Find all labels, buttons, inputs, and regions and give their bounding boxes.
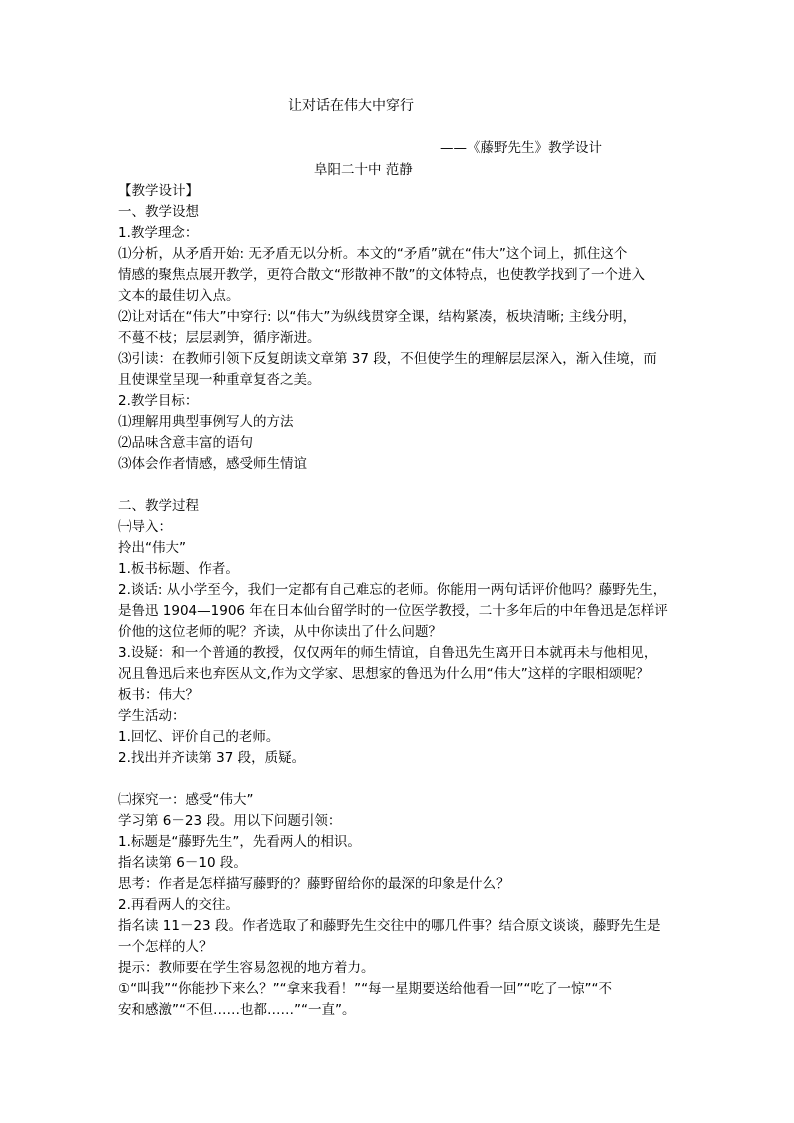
section-heading: 一、教学设想 bbox=[118, 204, 199, 220]
paragraph-line: 学生活动： bbox=[118, 708, 186, 724]
paragraph-line: ①“叫我”“你能抄下来么？”“拿来我看！”“每一星期要送给他看一回”“吃了一惊”“不 bbox=[118, 981, 613, 997]
paragraph-line: 2.谈话: 从小学至今，我们一定都有自己难忘的老师。你能用一两句话评价他吗？藤野先生， bbox=[118, 582, 667, 598]
section-heading: 二、教学过程 bbox=[118, 498, 199, 514]
paragraph-line: 思考：作者是怎样描写藤野的？藤野留给你的最深的印象是什么？ bbox=[118, 876, 510, 892]
paragraph-line: 不蔓不枝；层层剥笋，循序渐进。 bbox=[118, 330, 321, 346]
paragraph-line: 指名读 11－23 段。作者选取了和藤野先生交往中的哪几件事？结合原文谈谈，藤野先生是 bbox=[118, 918, 661, 934]
list-item: 2.找出并齐读第 37 段，质疑。 bbox=[118, 750, 306, 766]
paragraph-line: 1.板书标题、作者。 bbox=[118, 561, 239, 577]
paragraph-line: 3.设疑：和一个普通的教授，仅仅两年的师生情谊，自鲁迅先生离开日本就再未与他相见， bbox=[118, 645, 658, 661]
paragraph-line: 指名读第 6－10 段。 bbox=[118, 855, 247, 871]
paragraph-line: 情感的聚焦点展开教学，更符合散文“形散神不散”的文体特点，也使教学找到了一个进入 bbox=[118, 267, 645, 283]
paragraph-line: 2.再看两人的交往。 bbox=[118, 897, 239, 913]
subsection-heading: ㈡探究一：感受“伟大” bbox=[118, 792, 254, 808]
heading-bracket: 【教学设计】 bbox=[118, 183, 199, 199]
document-title: 让对话在伟大中穿行 bbox=[288, 98, 414, 114]
list-item: 1.回忆、评价自己的老师。 bbox=[118, 729, 280, 745]
paragraph-line: 拎出“伟大” bbox=[118, 540, 186, 556]
paragraph-line: 是鲁迅 1904—1906 年在日本仙台留学时的一位医学教授，二十多年后的中年鲁迅是怎样评 bbox=[118, 603, 668, 619]
paragraph-line: 1.标题是“藤野先生”，先看两人的相识。 bbox=[118, 834, 361, 850]
list-item: ⑶体会作者情感，感受师生情谊 bbox=[118, 456, 307, 472]
paragraph-line: 安和感激”“不但……也都……”“一直”。 bbox=[118, 1002, 356, 1018]
paragraph-line: 学习第 6－23 段。用以下问题引领： bbox=[118, 813, 342, 829]
paragraph-line: 且使课堂呈现一种重章复沓之美。 bbox=[118, 372, 321, 388]
list-item: ⑴理解用典型事例写人的方法 bbox=[118, 414, 294, 430]
subsection-heading: 1.教学理念： bbox=[118, 225, 199, 241]
paragraph-line: 况且鲁迅后来也弃医从文,作为文学家、思想家的鲁迅为什么用“伟大”这样的字眼相颂呢？ bbox=[118, 666, 650, 682]
list-item: ⑵品味含意丰富的语句 bbox=[118, 435, 253, 451]
paragraph-line: 价他的这位老师的呢？齐读，从中你读出了什么问题？ bbox=[118, 624, 442, 640]
paragraph-line: ⑴分析，从矛盾开始: 无矛盾无以分析。本文的“矛盾”就在“伟大”这个词上，抓住这个 bbox=[118, 246, 628, 262]
subsection-heading: 2.教学目标： bbox=[118, 393, 199, 409]
paragraph-line: 板书：伟大？ bbox=[118, 687, 199, 703]
paragraph-line: ⑵让对话在“伟大”中穿行: 以“伟大”为纵线贯穿全课，结构紧凑，板块清晰; 主线分明， bbox=[118, 309, 637, 325]
subsection-heading: ㈠导入： bbox=[118, 519, 172, 535]
paragraph-line: 提示：教师要在学生容易忽视的地方着力。 bbox=[118, 960, 375, 976]
document-author: 阜阳二十中 范静 bbox=[314, 162, 413, 178]
paragraph-line: 文本的最佳切入点。 bbox=[118, 288, 240, 304]
paragraph-line: ⑶引读：在教师引领下反复朗读文章第 37 段，不但使学生的理解层层深入，渐入佳境，而 bbox=[118, 351, 657, 367]
paragraph-line: 一个怎样的人？ bbox=[118, 939, 213, 955]
document-subtitle: ——《藤野先生》教学设计 bbox=[440, 140, 602, 156]
